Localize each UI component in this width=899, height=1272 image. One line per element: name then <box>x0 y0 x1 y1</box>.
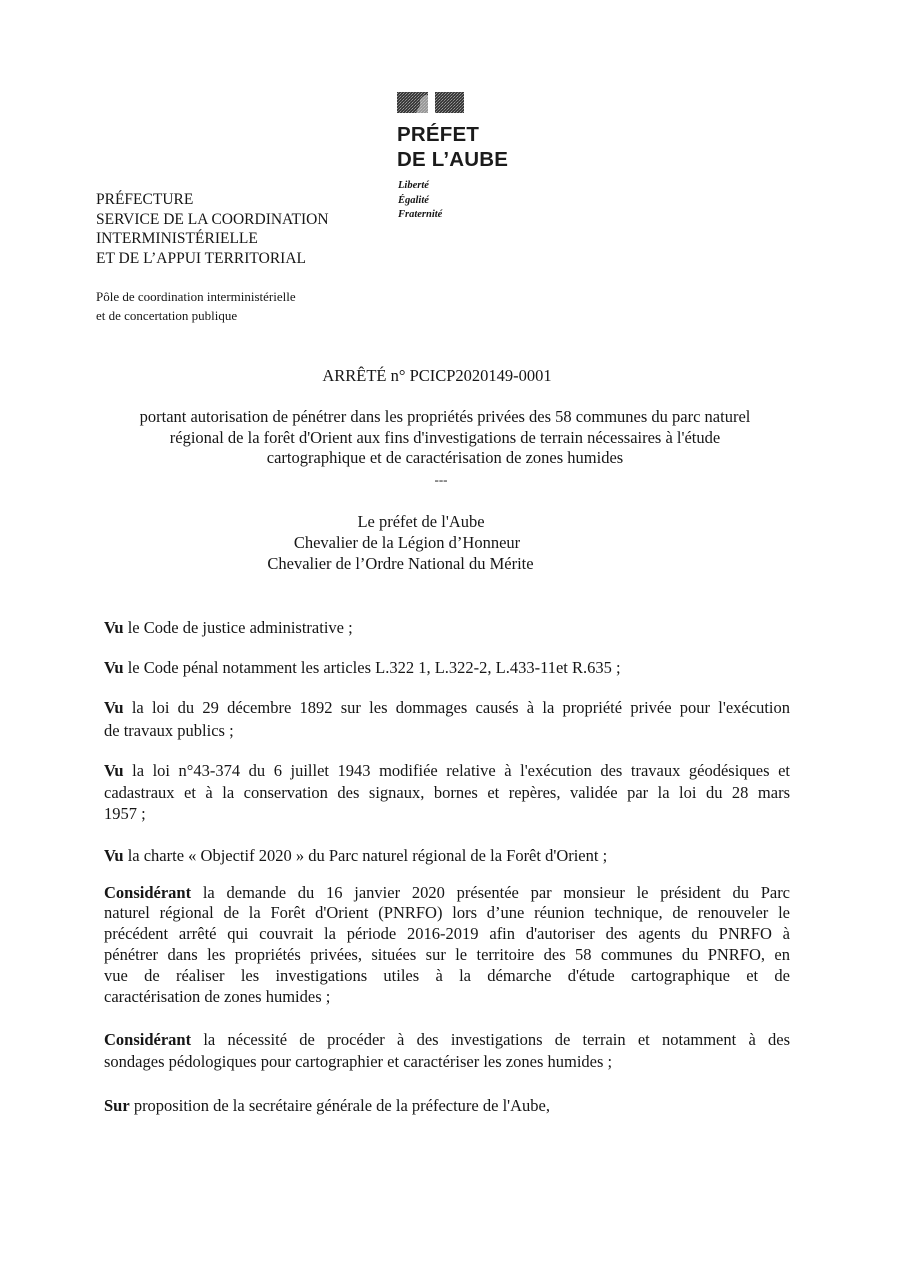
clause-text: précédent arrêté qui couvrait la période 2016-2019 afin d'autoriser des agents du PNRFO à <box>104 924 790 944</box>
clause-text: vue de réaliser les investigations utiles à la démarche d'étude cartographique et de <box>104 965 790 985</box>
clause-vu <box>104 845 790 866</box>
pole-line: et de concertation publique <box>96 307 238 323</box>
clause-text: proposition de la secrétaire générale de la préfecture de l'Aube, <box>133 1095 550 1115</box>
signatory-line: Le préfet de l'Aube <box>357 511 485 531</box>
clause-text: 1957 ; <box>104 804 146 824</box>
clause-text: caractérisation de zones humides ; <box>104 986 331 1006</box>
clause-text: la loi du 29 décembre 1892 sur les dommages causés à la propriété privée pour l'exécution <box>131 697 790 717</box>
clause-text: la nécessité de procéder à des investigations de terrain et notamment à des <box>203 1030 791 1049</box>
clause-lead: Vu <box>104 845 124 865</box>
clause-text: cadastraux et à la conservation des signaux, bornes et repères, validée par la loi du 28 mars <box>104 782 790 802</box>
separator: --- <box>434 472 448 487</box>
prefet-logo-title <box>397 123 508 172</box>
clause-considerant <box>104 883 790 1008</box>
marianne-emblem-icon <box>396 91 466 115</box>
service-line: SERVICE DE LA COORDINATION <box>96 210 329 228</box>
clause-lead: Sur <box>104 1095 130 1115</box>
subject-line: portant autorisation de pénétrer dans les propriétés privées des 58 communes du parc naturel <box>139 407 751 426</box>
clause-text: sondages pédologiques pour cartographier et caractériser les zones humides ; <box>104 1052 613 1071</box>
clause-text: le Code de justice administrative ; <box>127 617 353 637</box>
clause-vu <box>104 657 790 678</box>
motto-liberte: Liberté <box>398 180 429 191</box>
pole-line: Pôle de coordination interministérielle <box>96 289 296 304</box>
clause-vu <box>104 760 790 825</box>
subject-line: régional de la forêt d'Orient aux fins d'investigations de terrain nécessaires à l'étude <box>169 427 721 447</box>
clause-text: de travaux publics ; <box>104 720 234 740</box>
clause-lead: Vu <box>104 657 124 677</box>
signatory-block <box>0 511 814 574</box>
motto-egalite: Égalité <box>398 194 429 206</box>
pole-header <box>96 288 296 325</box>
clause-text: la demande du 16 janvier 2020 présentée par monsieur le président du Parc <box>202 882 791 902</box>
motto-fraternite: Fraternité <box>398 209 443 220</box>
service-line: INTERMINISTÉRIELLE <box>96 230 258 247</box>
clause-lead: Vu <box>104 697 124 717</box>
clause-lead: Vu <box>104 761 124 781</box>
signatory-line: Chevalier de la Légion d’Honneur <box>293 532 521 552</box>
clause-vu <box>104 617 790 638</box>
clause-lead: Vu <box>104 617 124 637</box>
service-line: ET DE L’APPUI TERRITORIAL <box>96 249 306 267</box>
clause-text: le Code pénal notamment les articles L.322 1, L.322-2, L.433-11et R.635 ; <box>127 657 621 677</box>
decree-subject <box>0 407 890 469</box>
clause-text: naturel régional de la Forêt d'Orient (PNRFO) lors d’une réunion technique, de renouveler le <box>104 903 790 923</box>
clause-considerant <box>104 1029 790 1073</box>
decree-title: ARRÊTÉ n° PCICP2020149-0001 <box>322 366 552 385</box>
logo-title-line1: PRÉFET <box>397 123 480 146</box>
subject-line: cartographique et de caractérisation de zones humides <box>266 448 624 467</box>
signatory-line: Chevalier de l’Ordre National du Mérite <box>267 553 534 573</box>
service-line: PRÉFECTURE <box>96 191 194 208</box>
clause-lead: Considérant <box>104 1030 192 1049</box>
clause-lead: Considérant <box>104 882 192 902</box>
logo-title-line2: DE L’AUBE <box>397 147 509 171</box>
clause-sur-proposition <box>104 1095 790 1116</box>
clause-text: la charte « Objectif 2020 » du Parc naturel régional de la Forêt d'Orient ; <box>127 845 608 865</box>
clause-vu <box>104 696 790 742</box>
clause-text: la loi n°43-374 du 6 juillet 1943 modifiée relative à l'exécution des travaux géodésiques et <box>132 761 790 781</box>
clause-text: pénétrer dans les propriétés privées, situées sur le territoire des 58 communes du PNRFO, en <box>104 944 790 964</box>
republic-motto <box>398 179 442 223</box>
service-header <box>96 190 329 268</box>
